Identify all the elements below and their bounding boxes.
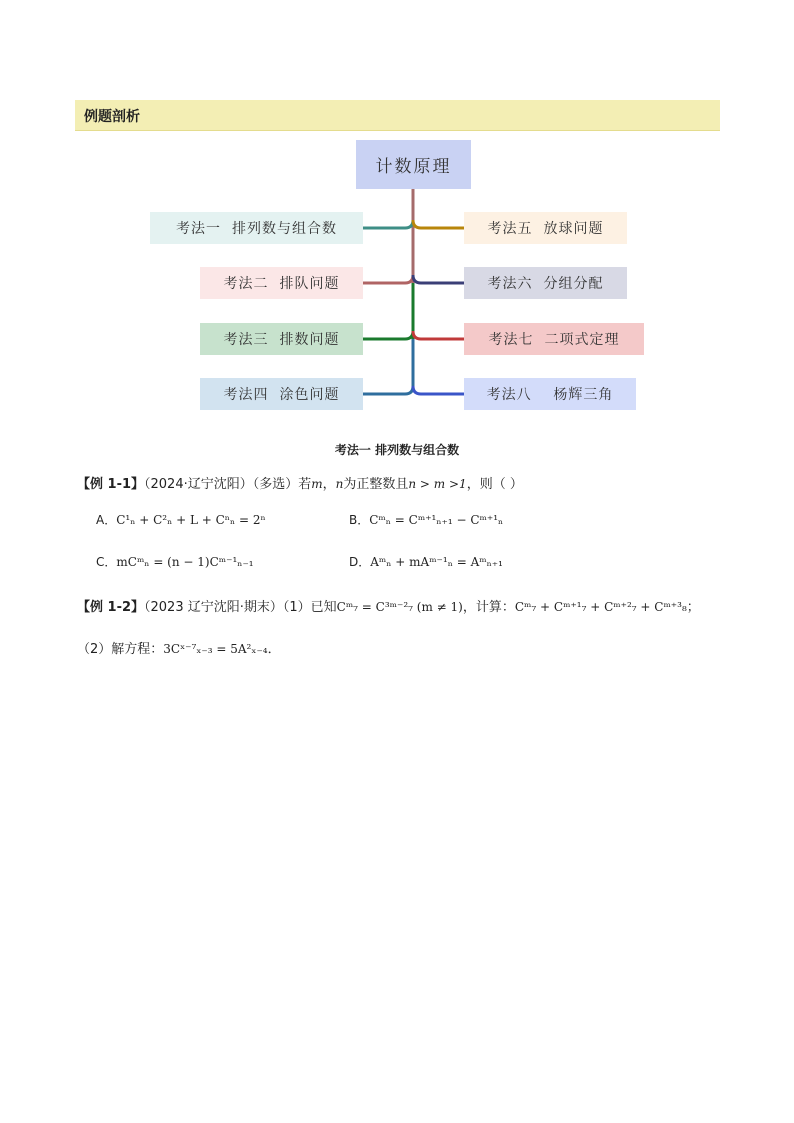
diagram-node-right-1: 考法五 放球问题: [464, 212, 627, 244]
section-title: 例题剖析: [84, 109, 140, 125]
example-tag: 【例 1-1】: [77, 477, 145, 492]
diagram-node-right-4: 考法八 杨辉三角: [464, 378, 636, 410]
branch-right-3: [413, 331, 464, 339]
part2-prefix: （2）解方程：: [77, 642, 164, 657]
branch-right-4: [413, 386, 464, 394]
diagram-node-left-2: 考法二 排队问题: [200, 267, 363, 299]
option-b-formula: Cᵐₙ = Cᵐ⁺¹ₙ₊₁ − Cᵐ⁺¹ₙ: [369, 513, 504, 527]
option-c-formula: mCᵐₙ = (n − 1)Cᵐ⁻¹ₙ₋₁: [116, 555, 254, 569]
question-tail: ，则（ ）: [466, 477, 523, 492]
example-source: （2024·辽宁沈阳）（多选）若: [144, 477, 312, 492]
branch-left-1: [363, 220, 413, 228]
semicolon: ；: [686, 600, 700, 615]
option-c: [96, 553, 254, 570]
option-b: [349, 511, 503, 528]
given-formula: Cᵐ₇ = C³ᵐ⁻²₇ (m ≠ 1): [336, 600, 463, 614]
inequality: n > m >1: [408, 477, 467, 491]
branch-right-2: [413, 275, 464, 283]
condition-text: 为正整数且: [343, 477, 409, 492]
example-1-2-part2: [77, 638, 281, 657]
diagram-node-right-2: 考法六 分组分配: [464, 267, 627, 299]
option-c-label: C．: [96, 555, 117, 569]
option-a-label: A．: [96, 513, 117, 527]
period: ．: [267, 642, 281, 657]
diagram-node-right-3: 考法七 二项式定理: [464, 323, 644, 355]
option-b-label: B．: [349, 513, 370, 527]
diagram-node-left-3: 考法三 排数问题: [200, 323, 363, 355]
branch-left-3: [363, 331, 413, 339]
option-d-label: D．: [349, 555, 371, 569]
math-var-n: n: [335, 477, 344, 491]
diagram-root: 计数原理: [356, 140, 471, 189]
math-var-m: m: [311, 477, 323, 491]
option-d-formula: Aᵐₙ + mAᵐ⁻¹ₙ = Aᵐₙ₊₁: [370, 555, 503, 569]
diagram-node-left-1: 考法一 排列数与组合数: [150, 212, 363, 244]
subsection-title: 考法一 排列数与组合数: [334, 443, 460, 457]
equation-formula: 3Cˣ⁻⁷ₓ₋₃ = 5A²ₓ₋₄: [163, 642, 268, 656]
option-a-formula: C¹ₙ + C²ₙ + L + Cⁿₙ = 2ⁿ: [116, 513, 266, 527]
example-tag: 【例 1-2】: [77, 600, 145, 615]
example-1-2-question: [77, 596, 700, 615]
branch-left-2: [363, 275, 413, 283]
option-a: [96, 511, 266, 528]
diagram-node-left-4: 考法四 涂色问题: [200, 378, 363, 410]
branch-left-4: [363, 386, 413, 394]
calc-prompt: ，计算：: [462, 600, 515, 615]
comma: ，: [322, 477, 336, 492]
example-1-1-question: [77, 473, 523, 492]
calc-formula: Cᵐ₇ + Cᵐ⁺¹₇ + Cᵐ⁺²₇ + Cᵐ⁺³₈: [514, 600, 687, 614]
mind-map-connectors: [0, 0, 794, 430]
branch-right-1: [413, 220, 464, 228]
option-d: [349, 553, 503, 570]
example-source: （2023 辽宁沈阳·期末）（1）已知: [144, 600, 337, 615]
